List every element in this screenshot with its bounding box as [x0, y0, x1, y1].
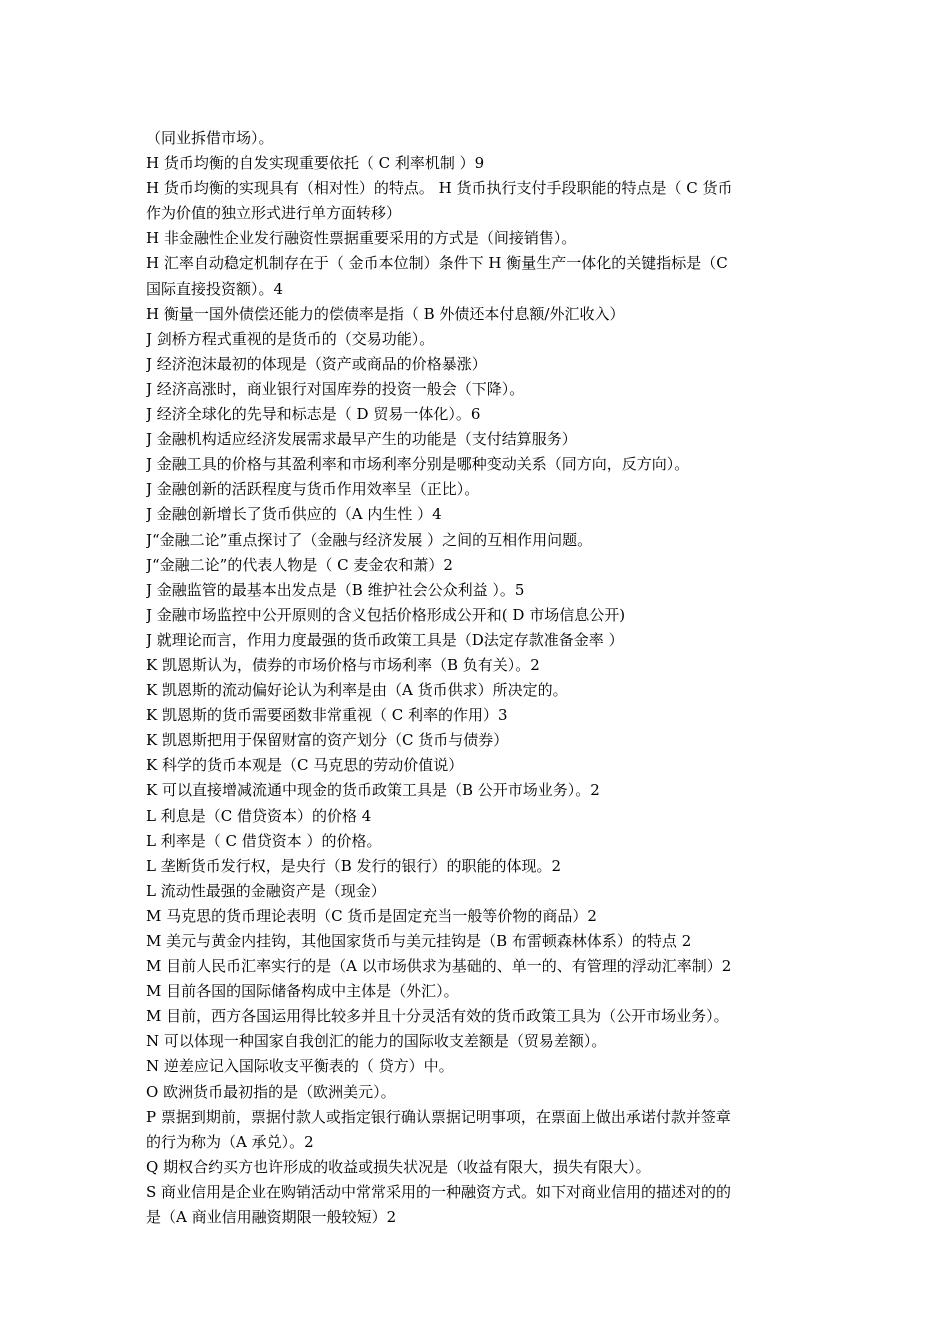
text-line: J 金融工具的价格与其盈利率和市场利率分别是哪种变动关系（同方向，反方向）。: [146, 455, 690, 474]
text-line: M 马克思的货币理论表明（C 货币是固定充当一般等价物的商品）2: [146, 906, 597, 925]
text-line: H 货币均衡的实现具有（相对性）的特点。 H 货币执行支付手段职能的特点是（ C 货币: [146, 179, 733, 198]
text-line: L 利率是（ C 借贷资本 ）的价格。: [146, 831, 382, 850]
text-line: P 票据到期前，票据付款人或指定银行确认票据记明事项，在票面上做出承诺付款并签章: [146, 1107, 731, 1126]
text-line: 国际直接投资额）。4: [146, 279, 284, 298]
text-line: J“金融二论”重点探讨了（金融与经济发展 ）之间的互相作用问题。: [146, 530, 593, 549]
document-body: [146, 126, 810, 1230]
text-line: J 经济高涨时，商业银行对国库券的投资一般会（下降）。: [146, 379, 525, 398]
text-line: H 衡量一国外债偿还能力的偿债率是指（ B 外债还本付息额/外汇收入）: [146, 304, 625, 323]
text-line: Q 期权合约买方也许形成的收益或损失状况是（收益有限大，损失有限大）。: [146, 1157, 651, 1176]
text-line: K 凯恩斯的货币需要函数非常重视（ C 利率的作用）3: [146, 706, 508, 725]
text-line: K 可以直接增减流通中现金的货币政策工具是（B 公开市场业务）。2: [146, 781, 600, 800]
text-line: O 欧洲货币最初指的是（欧洲美元）。: [146, 1082, 396, 1101]
text-line: K 凯恩斯把用于保留财富的资产划分（C 货币与债券）: [146, 731, 509, 750]
text-line: H 非金融性企业发行融资性票据重要采用的方式是（间接销售）。: [146, 229, 577, 248]
text-line: J 金融创新增长了货币供应的（A 内生性 ）4: [146, 505, 442, 524]
text-line: L 利息是（C 借贷资本）的价格 4: [146, 806, 372, 825]
text-line: 是（A 商业信用融资期限一般较短）2: [146, 1208, 397, 1227]
text-line: M 目前，西方各国运用得比较多并且十分灵活有效的货币政策工具为（公开市场业务）。: [146, 1007, 729, 1026]
text-line: J 金融创新的活跃程度与货币作用效率呈（正比）。: [146, 480, 480, 499]
text-line: 的行为称为（A 承兑）。2: [146, 1132, 314, 1151]
text-line: N 可以体现一种国家自我创汇的能力的国际收支差额是（贸易差额）。: [146, 1032, 607, 1051]
text-line: J 金融监管的最基本出发点是（B 维护社会公众利益 ）。5: [146, 580, 525, 599]
text-line: H 汇率自动稳定机制存在于（ 金币本位制）条件下 H 衡量生产一体化的关键指标是（C: [146, 254, 728, 273]
text-line: M 目前人民币汇率实行的是（A 以市场供求为基础的、单一的、有管理的浮动汇率制）2: [146, 957, 732, 976]
text-line: J“金融二论”的代表人物是（ C 麦金农和萧）2: [146, 555, 453, 574]
text-line: N 逆差应记入国际收支平衡表的（ 贷方）中。: [146, 1057, 454, 1076]
text-line: L 流动性最强的金融资产是（现金）: [146, 881, 386, 900]
text-line: K 凯恩斯的流动偏好论认为利率是由（A 货币供求）所决定的。: [146, 681, 568, 700]
text-line: J 剑桥方程式重视的是货币的（交易功能）。: [146, 329, 435, 348]
text-line: K 凯恩斯认为，债券的市场价格与市场利率（B 负有关）。2: [146, 655, 540, 674]
text-line: J 就理论而言，作用力度最强的货币政策工具是（D法定存款准备金率 ）: [146, 630, 624, 649]
text-line: M 目前各国的国际储备构成中主体是（外汇）。: [146, 982, 459, 1001]
text-line: （同业拆借市场）。: [146, 129, 274, 147]
text-line: S 商业信用是企业在购销活动中常常采用的一种融资方式。如下对商业信用的描述对的的: [146, 1182, 732, 1201]
text-line: J 经济全球化的先导和标志是（ D 贸易一体化）。6: [146, 405, 481, 424]
text-line: M 美元与黄金内挂钩，其他国家货币与美元挂钩是（B 布雷顿森林体系）的特点 2: [146, 932, 692, 950]
text-line: 作为价值的独立形式进行单方面转移）: [146, 204, 402, 223]
text-line: K 科学的货币本观是（C 马克思的劳动价值说）: [146, 756, 464, 775]
text-line: J 经济泡沫最初的体现是（资产或商品的价格暴涨）: [146, 354, 487, 373]
text-line: H 货币均衡的自发实现重要依托（ C 利率机制 ）9: [146, 154, 485, 173]
text-line: L 垄断货币发行权，是央行（B 发行的银行）的职能的体现。2: [146, 856, 562, 875]
text-line: J 金融机构适应经济发展需求最早产生的功能是（支付结算服务）: [146, 430, 577, 449]
text-line: J 金融市场监控中公开原则的含义包括价格形成公开和( D 市场信息公开): [146, 605, 626, 624]
